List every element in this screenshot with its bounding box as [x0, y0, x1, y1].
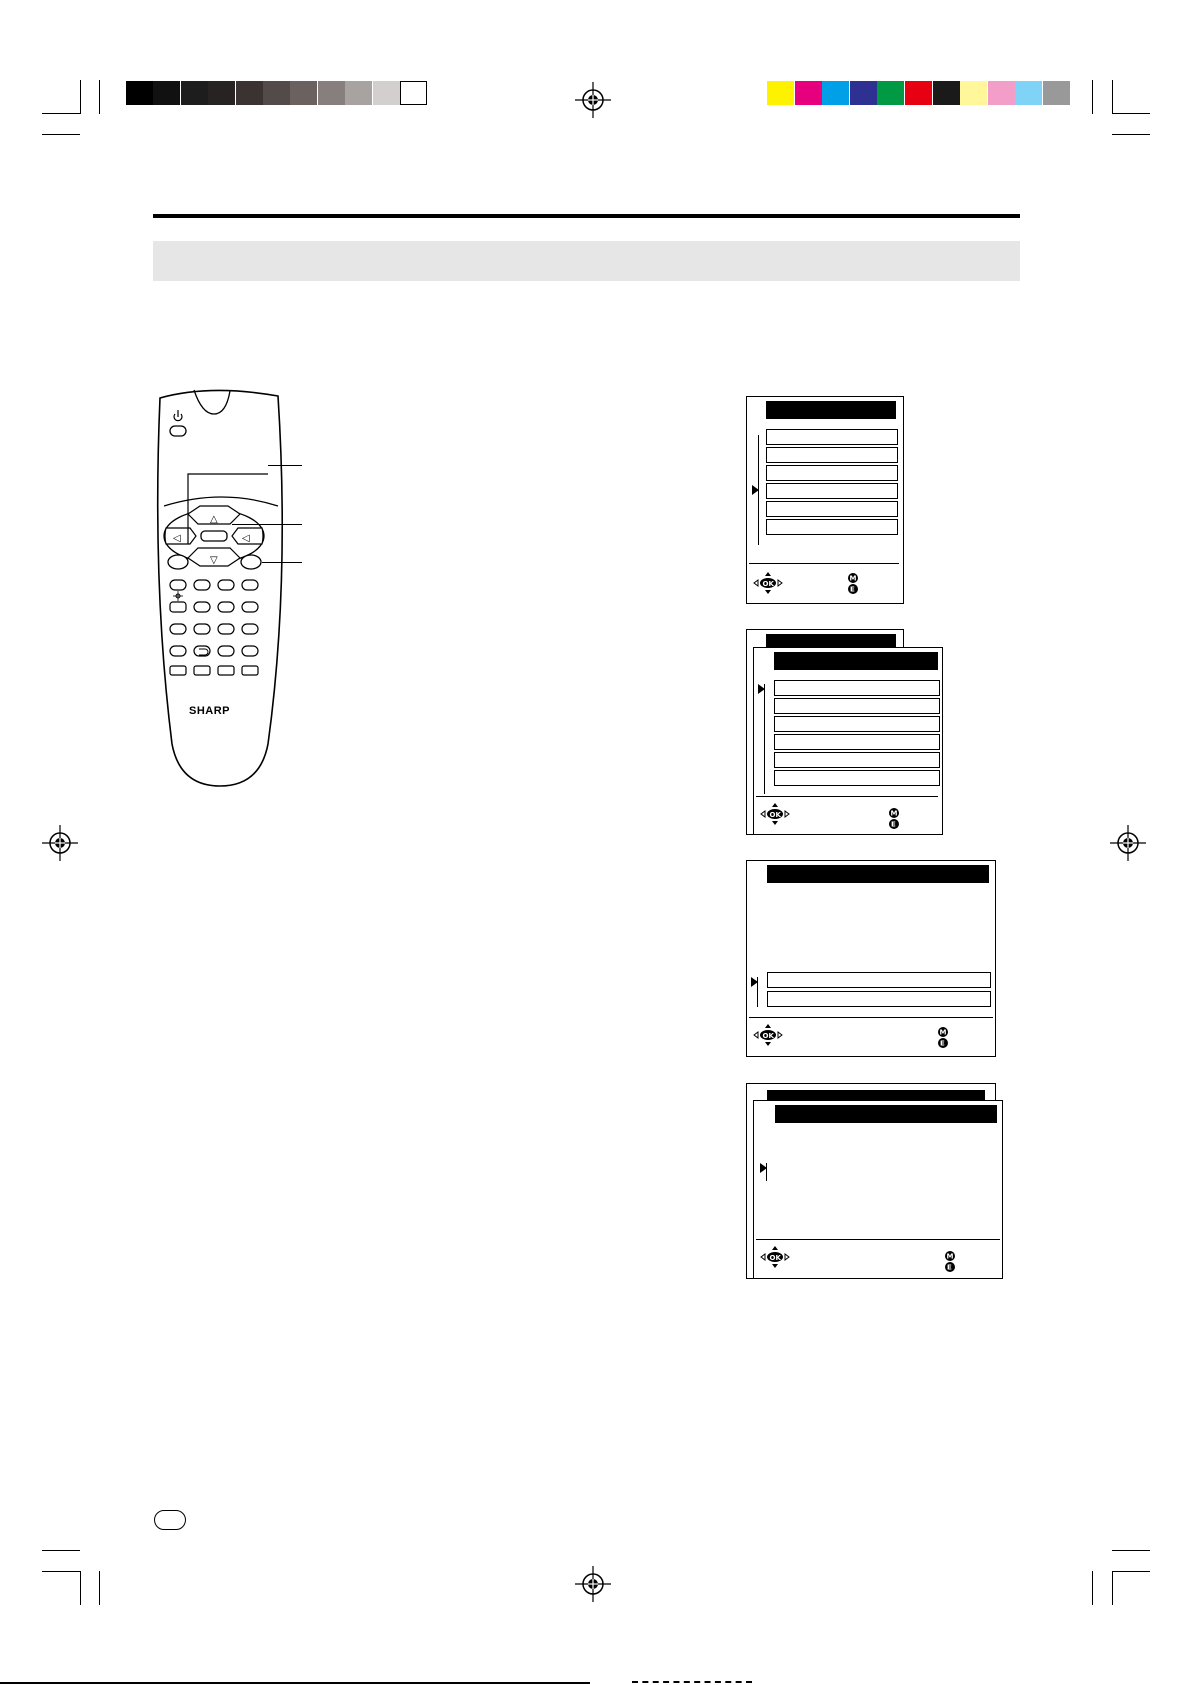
gray-swatch [318, 81, 345, 105]
bottom-trim-line [0, 1682, 590, 1684]
svg-text:OK: OK [769, 811, 781, 819]
osd-menu-row [766, 519, 898, 535]
color-swatch [877, 81, 904, 105]
ok-nav-icon [753, 1023, 783, 1047]
menu-exit-icon [888, 808, 900, 830]
color-swatch [767, 81, 794, 105]
svg-text:◁: ◁ [173, 533, 181, 544]
svg-text:OK: OK [762, 1032, 774, 1040]
crop-mark [80, 1571, 81, 1605]
gray-swatch [290, 81, 317, 105]
svg-text:◁: ◁ [242, 533, 250, 544]
svg-text:M: M [849, 574, 857, 583]
osd-title-bar [775, 1105, 997, 1123]
section-title-band [153, 241, 1020, 281]
registration-mark-icon [575, 1566, 611, 1602]
crop-mark [1112, 1571, 1113, 1605]
osd-title-bar [766, 401, 896, 419]
osd-title-bar [774, 652, 938, 670]
ok-nav-icon [753, 571, 783, 595]
crop-mark [99, 80, 100, 114]
osd-menu-row [766, 447, 898, 463]
osd-menu-row [766, 429, 898, 445]
gray-swatch [345, 81, 372, 105]
osd-scroll-line [764, 684, 765, 794]
crop-mark [99, 1571, 100, 1605]
gray-swatch [153, 81, 180, 105]
gray-swatch [373, 81, 400, 105]
remote-brand-label: SHARP [189, 705, 231, 717]
bottom-trim-marks [632, 1681, 752, 1684]
svg-text:OK: OK [769, 1254, 781, 1262]
svg-text:▽: ▽ [210, 555, 218, 566]
color-swatch [795, 81, 822, 105]
osd-menu-row [766, 465, 898, 481]
callout-line-menu [262, 562, 302, 563]
gray-swatch [208, 81, 235, 105]
osd-cursor-icon [752, 485, 759, 495]
menu-exit-icon [937, 1027, 949, 1049]
osd-title-bar [767, 865, 989, 883]
osd-menu-row [766, 483, 898, 499]
svg-text:M: M [939, 1028, 947, 1037]
svg-text:E: E [947, 1263, 952, 1272]
osd-menu-row [767, 972, 991, 988]
registration-mark-icon [1110, 825, 1146, 861]
osd-menu-row [774, 734, 940, 750]
gray-swatch [126, 81, 153, 105]
crop-mark [1112, 134, 1150, 135]
menu-exit-icon [944, 1251, 956, 1273]
color-swatch [988, 81, 1015, 105]
callout-line-ok [268, 465, 302, 466]
osd-menu-row [774, 716, 940, 732]
osd-cursor-icon [751, 977, 758, 987]
osd-menu-row [767, 991, 991, 1007]
ok-nav-icon [760, 802, 790, 826]
gray-swatch [263, 81, 290, 105]
osd-menu-row [766, 501, 898, 517]
osd-footer-divider [756, 796, 938, 797]
registration-mark-icon [42, 825, 78, 861]
crop-mark [1112, 113, 1150, 114]
crop-mark [1112, 1550, 1150, 1551]
osd-footer-divider [756, 1239, 1000, 1240]
color-swatch [933, 81, 960, 105]
svg-text:E: E [850, 585, 855, 594]
osd-screen-2 [753, 647, 943, 835]
osd-title-bar [766, 634, 896, 648]
header-rule [153, 214, 1020, 218]
osd-menu-row [774, 698, 940, 714]
osd-screen-3 [746, 860, 996, 1057]
svg-text:M: M [946, 1252, 954, 1261]
color-swatch [1043, 81, 1070, 105]
osd-menu-row [774, 770, 940, 786]
color-swatch [850, 81, 877, 105]
osd-menu-row [774, 680, 940, 696]
ok-nav-icon [760, 1245, 790, 1269]
osd-footer-divider [749, 1017, 993, 1018]
svg-text:△: △ [210, 514, 218, 525]
crop-mark [1112, 80, 1113, 114]
svg-text:M: M [890, 809, 898, 818]
gray-swatch [181, 81, 208, 105]
callout-line-nav [232, 524, 302, 525]
crop-mark [42, 134, 80, 135]
osd-cursor-icon [760, 1163, 767, 1173]
color-swatch [1015, 81, 1042, 105]
gray-swatch [400, 81, 427, 105]
osd-screen-4 [753, 1100, 1003, 1279]
menu-exit-icon [847, 573, 859, 595]
color-swatch [905, 81, 932, 105]
crop-mark [80, 80, 81, 114]
osd-screen-1 [746, 396, 904, 604]
crop-mark [42, 113, 80, 114]
remote-control-illustration [150, 384, 295, 789]
svg-text:E: E [891, 820, 896, 829]
svg-text:OK: OK [762, 580, 774, 588]
osd-footer-divider [749, 563, 899, 564]
crop-mark [42, 1550, 80, 1551]
crop-mark [1112, 1571, 1150, 1572]
color-swatch [960, 81, 987, 105]
gray-swatch [236, 81, 263, 105]
osd-menu-row [774, 752, 940, 768]
svg-text:E: E [940, 1039, 945, 1048]
color-swatch [822, 81, 849, 105]
crop-mark [42, 1571, 80, 1572]
crop-mark [1092, 80, 1093, 114]
crop-mark [1092, 1571, 1093, 1605]
registration-mark-icon [575, 82, 611, 118]
osd-cursor-icon [758, 684, 765, 694]
language-badge [154, 1510, 186, 1530]
